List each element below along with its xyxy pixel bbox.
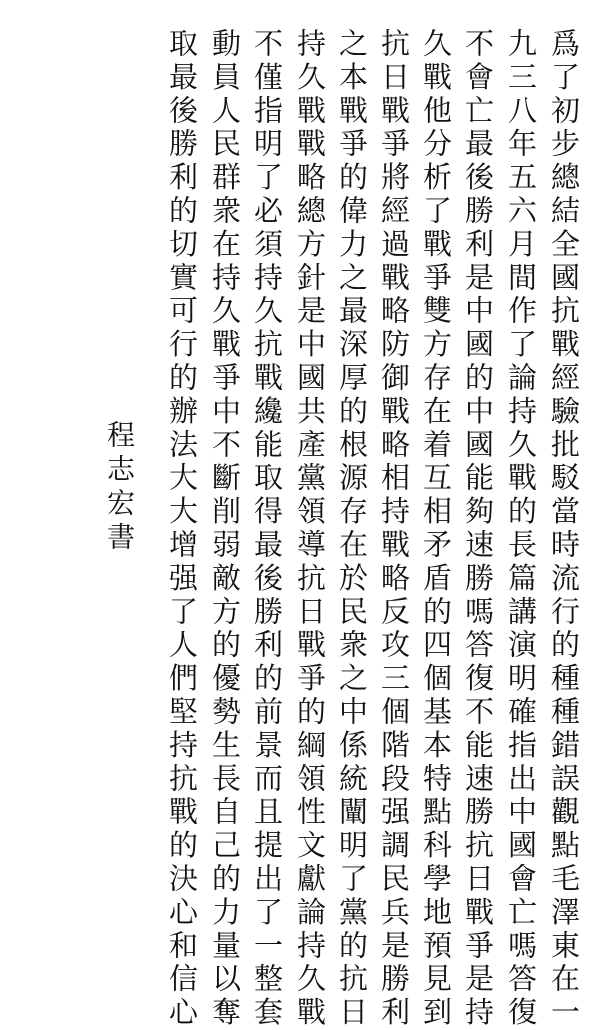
text-column-4: 久戰他分析了戰爭雙方存在着互相矛盾的四個基本特點科學地預見到	[419, 28, 453, 1030]
signature-suffix: 書	[103, 522, 136, 556]
text-column-6: 之本戰爭的偉力之最深厚的根源存在於民衆之中係統闡明了黨的抗日	[335, 28, 369, 1030]
text-column-8: 不僅指明了必須持久抗戰纔能取得最後勝利的前景而且提出了一整套	[250, 28, 284, 1030]
text-column-5: 抗日戰爭將經過戰略防御戰略相持戰略反攻三個階段强調民兵是勝利	[377, 28, 411, 1030]
text-column-9: 動員人民群衆在持久戰爭中不斷削弱敵方的優勢生長自己的力量以奪	[208, 28, 242, 1030]
text-column-3: 不會亡最後勝利是中國的中國能夠速勝嗎答復不能速勝抗日戰爭是持	[461, 28, 495, 1030]
signature	[102, 420, 136, 556]
text-column-1: 爲了初步總結全國抗戰經驗批駁當時流行的種種錯誤觀點毛澤東在一	[547, 28, 581, 1030]
text-column-2: 九三八年五六月間作了論持久戰的長篇講演明確指出中國會亡嗎答復	[504, 28, 538, 1030]
text-column-10: 取最後勝利的切實可行的辦法大大增强了人們堅持抗戰的決心和信心	[165, 28, 199, 1030]
signature-name: 程志宏	[103, 420, 136, 522]
text-column-7: 持久戰戰略總方針是中國共產黨領導抗日戰爭的綱領性文獻論持久戰	[293, 28, 327, 1030]
